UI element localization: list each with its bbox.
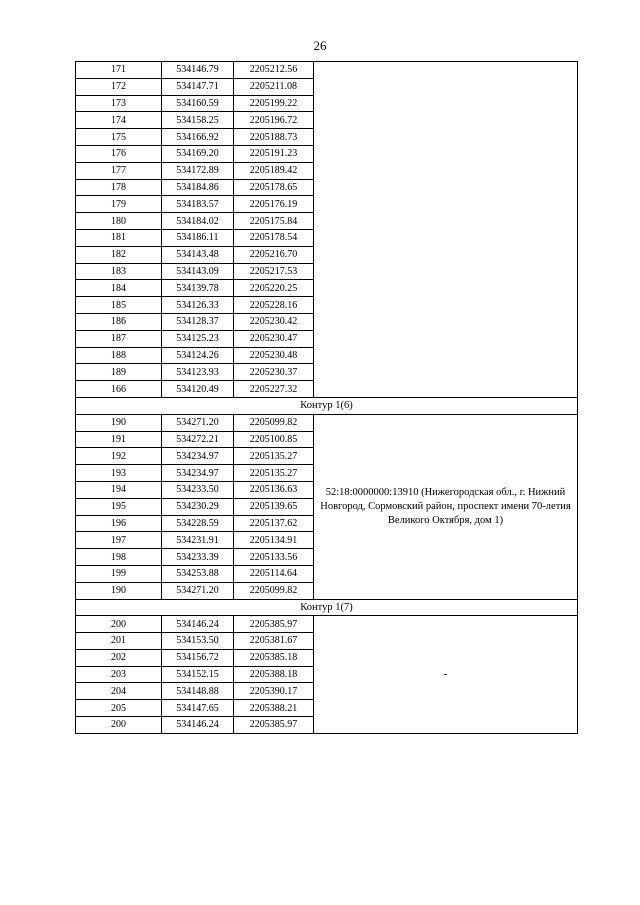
point-number-cell: 193 <box>76 465 162 482</box>
table-row <box>76 616 578 633</box>
point-number-cell: 203 <box>76 666 162 683</box>
x-coordinate-cell: 534153.50 <box>162 633 234 650</box>
x-coordinate-cell: 534169.20 <box>162 145 234 162</box>
y-coordinate-cell: 2205178.54 <box>234 229 314 246</box>
contour-header-row <box>76 397 578 414</box>
y-coordinate-cell: 2205178.65 <box>234 179 314 196</box>
x-coordinate-cell: 534123.93 <box>162 364 234 381</box>
point-number-cell: 190 <box>76 414 162 431</box>
y-coordinate-cell: 2205220.25 <box>234 280 314 297</box>
y-coordinate-cell: 2205390.17 <box>234 683 314 700</box>
x-coordinate-cell: 534120.49 <box>162 381 234 398</box>
x-coordinate-cell: 534158.25 <box>162 112 234 129</box>
y-coordinate-cell: 2205385.97 <box>234 717 314 734</box>
point-number-cell: 202 <box>76 649 162 666</box>
point-number-cell: 177 <box>76 162 162 179</box>
x-coordinate-cell: 534186.11 <box>162 229 234 246</box>
point-number-cell: 192 <box>76 448 162 465</box>
y-coordinate-cell: 2205137.62 <box>234 515 314 532</box>
point-number-cell: 186 <box>76 313 162 330</box>
point-number-cell: 194 <box>76 481 162 498</box>
x-coordinate-cell: 534184.02 <box>162 213 234 230</box>
point-number-cell: 181 <box>76 229 162 246</box>
x-coordinate-cell: 534184.86 <box>162 179 234 196</box>
point-number-cell: 172 <box>76 78 162 95</box>
table-row <box>76 414 578 431</box>
point-number-cell: 200 <box>76 717 162 734</box>
x-coordinate-cell: 534271.20 <box>162 582 234 599</box>
x-coordinate-cell: 534228.59 <box>162 515 234 532</box>
x-coordinate-cell: 534230.29 <box>162 498 234 515</box>
y-coordinate-cell: 2205385.97 <box>234 616 314 633</box>
coordinates-table <box>75 61 578 734</box>
point-number-cell: 197 <box>76 532 162 549</box>
x-coordinate-cell: 534231.91 <box>162 532 234 549</box>
contour-header-row <box>76 599 578 616</box>
y-coordinate-cell: 2205199.22 <box>234 95 314 112</box>
point-number-cell: 174 <box>76 112 162 129</box>
y-coordinate-cell: 2205230.47 <box>234 330 314 347</box>
y-coordinate-cell: 2205135.27 <box>234 465 314 482</box>
x-coordinate-cell: 534146.24 <box>162 717 234 734</box>
x-coordinate-cell: 534146.24 <box>162 616 234 633</box>
table-row <box>76 62 578 79</box>
point-number-cell: 182 <box>76 246 162 263</box>
y-coordinate-cell: 2205388.21 <box>234 700 314 717</box>
point-number-cell: 200 <box>76 616 162 633</box>
y-coordinate-cell: 2205189.42 <box>234 162 314 179</box>
y-coordinate-cell: 2205188.73 <box>234 129 314 146</box>
point-number-cell: 188 <box>76 347 162 364</box>
contour-header: Контур 1(6) <box>76 397 578 414</box>
point-number-cell: 190 <box>76 582 162 599</box>
x-coordinate-cell: 534234.97 <box>162 465 234 482</box>
point-number-cell: 166 <box>76 381 162 398</box>
y-coordinate-cell: 2205388.18 <box>234 666 314 683</box>
y-coordinate-cell: 2205136.63 <box>234 481 314 498</box>
y-coordinate-cell: 2205175.84 <box>234 213 314 230</box>
point-number-cell: 178 <box>76 179 162 196</box>
x-coordinate-cell: 534183.57 <box>162 196 234 213</box>
y-coordinate-cell: 2205114.64 <box>234 565 314 582</box>
y-coordinate-cell: 2205385.18 <box>234 649 314 666</box>
point-number-cell: 189 <box>76 364 162 381</box>
x-coordinate-cell: 534272.21 <box>162 431 234 448</box>
point-number-cell: 176 <box>76 145 162 162</box>
y-coordinate-cell: 2205099.82 <box>234 414 314 431</box>
y-coordinate-cell: 2205191.23 <box>234 145 314 162</box>
y-coordinate-cell: 2205100.85 <box>234 431 314 448</box>
x-coordinate-cell: 534143.48 <box>162 246 234 263</box>
y-coordinate-cell: 2205212.56 <box>234 62 314 79</box>
coordinates-table-body <box>76 62 578 734</box>
x-coordinate-cell: 534166.92 <box>162 129 234 146</box>
x-coordinate-cell: 534125.23 <box>162 330 234 347</box>
point-number-cell: 199 <box>76 565 162 582</box>
parcel-description-cell <box>314 62 578 398</box>
x-coordinate-cell: 534156.72 <box>162 649 234 666</box>
y-coordinate-cell: 2205134.91 <box>234 532 314 549</box>
parcel-description-cell: 52:18:0000000:13910 (Нижегородская обл., г. Нижний Новгород, Сормовский район, проспект имени 70-летия Великого Октября, дом 1) <box>314 414 578 599</box>
x-coordinate-cell: 534139.78 <box>162 280 234 297</box>
point-number-cell: 183 <box>76 263 162 280</box>
y-coordinate-cell: 2205230.48 <box>234 347 314 364</box>
point-number-cell: 195 <box>76 498 162 515</box>
y-coordinate-cell: 2205217.53 <box>234 263 314 280</box>
point-number-cell: 171 <box>76 62 162 79</box>
point-number-cell: 187 <box>76 330 162 347</box>
point-number-cell: 191 <box>76 431 162 448</box>
parcel-description-cell: - <box>314 616 578 734</box>
x-coordinate-cell: 534152.15 <box>162 666 234 683</box>
x-coordinate-cell: 534233.39 <box>162 549 234 566</box>
point-number-cell: 173 <box>76 95 162 112</box>
x-coordinate-cell: 534147.71 <box>162 78 234 95</box>
point-number-cell: 204 <box>76 683 162 700</box>
y-coordinate-cell: 2205135.27 <box>234 448 314 465</box>
y-coordinate-cell: 2205230.42 <box>234 313 314 330</box>
point-number-cell: 185 <box>76 297 162 314</box>
x-coordinate-cell: 534271.20 <box>162 414 234 431</box>
point-number-cell: 205 <box>76 700 162 717</box>
y-coordinate-cell: 2205228.16 <box>234 297 314 314</box>
y-coordinate-cell: 2205133.56 <box>234 549 314 566</box>
x-coordinate-cell: 534160.59 <box>162 95 234 112</box>
y-coordinate-cell: 2205381.67 <box>234 633 314 650</box>
x-coordinate-cell: 534253.88 <box>162 565 234 582</box>
y-coordinate-cell: 2205216.70 <box>234 246 314 263</box>
contour-header: Контур 1(7) <box>76 599 578 616</box>
point-number-cell: 198 <box>76 549 162 566</box>
point-number-cell: 184 <box>76 280 162 297</box>
x-coordinate-cell: 534233.50 <box>162 481 234 498</box>
y-coordinate-cell: 2205099.82 <box>234 582 314 599</box>
point-number-cell: 201 <box>76 633 162 650</box>
point-number-cell: 179 <box>76 196 162 213</box>
y-coordinate-cell: 2205211.08 <box>234 78 314 95</box>
y-coordinate-cell: 2205196.72 <box>234 112 314 129</box>
x-coordinate-cell: 534124.26 <box>162 347 234 364</box>
point-number-cell: 180 <box>76 213 162 230</box>
x-coordinate-cell: 534126.33 <box>162 297 234 314</box>
x-coordinate-cell: 534128.37 <box>162 313 234 330</box>
page-number: 26 <box>313 38 327 53</box>
x-coordinate-cell: 534148.88 <box>162 683 234 700</box>
point-number-cell: 196 <box>76 515 162 532</box>
x-coordinate-cell: 534147.65 <box>162 700 234 717</box>
y-coordinate-cell: 2205227.32 <box>234 381 314 398</box>
x-coordinate-cell: 534172.89 <box>162 162 234 179</box>
y-coordinate-cell: 2205230.37 <box>234 364 314 381</box>
x-coordinate-cell: 534234.97 <box>162 448 234 465</box>
x-coordinate-cell: 534146.79 <box>162 62 234 79</box>
point-number-cell: 175 <box>76 129 162 146</box>
x-coordinate-cell: 534143.09 <box>162 263 234 280</box>
y-coordinate-cell: 2205176.19 <box>234 196 314 213</box>
y-coordinate-cell: 2205139.65 <box>234 498 314 515</box>
